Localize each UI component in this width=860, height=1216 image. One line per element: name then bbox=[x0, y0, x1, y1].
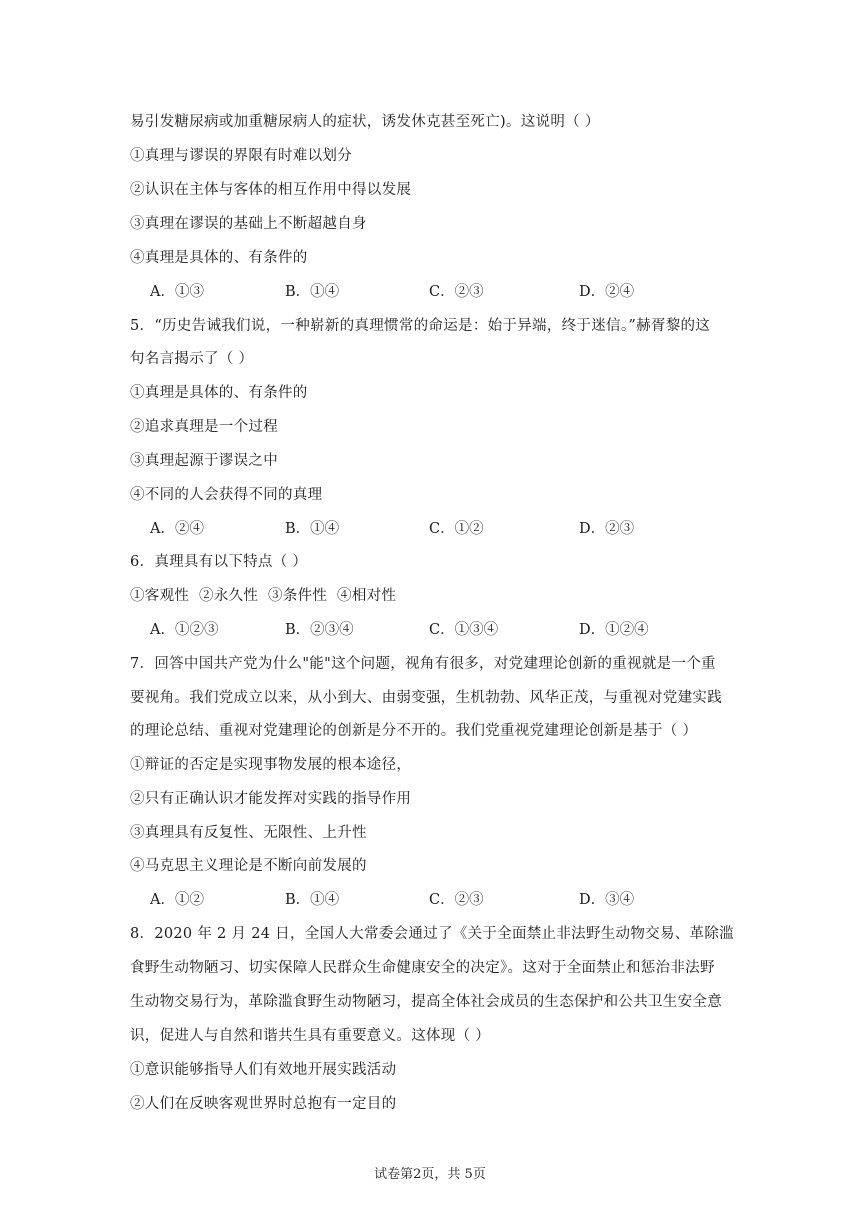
question-5-stem: 5．“历史告诫我们说，一种崭新的真理惯常的命运是：始于异端，终于迷信。”赫胥黎的这 bbox=[130, 318, 711, 334]
statement-line: ①真理与谬误的界限有时难以划分 bbox=[130, 148, 352, 164]
question-7-stem: 要视角。我们党成立以来，从小到大、由弱变强，生机勃勃、风华正茂，与重视对党建实践 bbox=[130, 690, 722, 706]
text-line: 易引发糖尿病或加重糖尿病人的症状，诱发休克甚至死亡)。这说明（ ） bbox=[130, 114, 600, 130]
question-8-stem: 识，促进人与自然和谐共生具有重要意义。这体现（ ） bbox=[130, 1028, 491, 1044]
option-c: C．①③④ bbox=[429, 622, 499, 638]
question-5-stem: 句名言揭示了（ ） bbox=[130, 351, 254, 367]
option-d: D．②④ bbox=[579, 284, 635, 300]
option-b: B．①④ bbox=[285, 892, 340, 908]
statement-line: ①真理是具体的、有条件的 bbox=[130, 385, 308, 401]
statement-line: ④真理是具体的、有条件的 bbox=[130, 250, 308, 266]
statement-line: ②认识在主体与客体的相互作用中得以发展 bbox=[130, 182, 412, 198]
option-b: B．①④ bbox=[285, 284, 340, 300]
option-a: A．①② bbox=[150, 892, 204, 908]
statement-line: ②人们在反映客观世界时总抱有一定目的 bbox=[130, 1096, 397, 1112]
question-7-stem: 7．回答中国共产党为什么"能"这个问题，视角有很多，对党建理论创新的重视就是一个重 bbox=[130, 656, 716, 672]
option-b: B．①④ bbox=[285, 521, 340, 537]
question-7-stem: 的理论总结、重视对党建理论的创新是分不开的。我们党重视党建理论创新是基于（ ） bbox=[130, 723, 698, 739]
statement-line: ③真理起源于谬误之中 bbox=[130, 453, 278, 469]
option-d: D．②③ bbox=[579, 521, 635, 537]
option-a: A．②④ bbox=[150, 521, 204, 537]
statement-line: ④马克思主义理论是不断向前发展的 bbox=[130, 858, 367, 874]
statement-line: ④不同的人会获得不同的真理 bbox=[130, 487, 323, 503]
statement-line: ①客观性 ②永久性 ③条件性 ④相对性 bbox=[130, 588, 397, 604]
question-6-stem: 6．真理具有以下特点（ ） bbox=[130, 554, 308, 570]
option-a: A．①③ bbox=[150, 284, 204, 300]
option-c: C．②③ bbox=[429, 284, 484, 300]
option-d: D．③④ bbox=[579, 892, 635, 908]
statement-line: ①辩证的否定是实现事物发展的根本途径， bbox=[130, 757, 412, 773]
option-d: D．①②④ bbox=[579, 622, 649, 638]
question-8-stem: 生动物交易行为，革除滥食野生动物陋习，提高全体社会成员的生态保护和公共卫生安全意 bbox=[130, 994, 722, 1010]
question-8-stem: 8．2020 年 2 月 24 日，全国人大常委会通过了《关于全面禁止非法野生动物交易、革除滥 bbox=[130, 926, 734, 942]
option-c: C．①② bbox=[429, 521, 484, 537]
statement-line: ①意识能够指导人们有效地开展实践活动 bbox=[130, 1062, 397, 1078]
option-a: A．①②③ bbox=[150, 622, 219, 638]
statement-line: ②只有正确认识才能发挥对实践的指导作用 bbox=[130, 791, 412, 807]
option-c: C．②③ bbox=[429, 892, 484, 908]
statement-line: ②追求真理是一个过程 bbox=[130, 419, 278, 435]
statement-line: ③真理在谬误的基础上不断超越自身 bbox=[130, 216, 367, 232]
page-footer: 试卷第2页，共 5页 bbox=[374, 1167, 486, 1182]
statement-line: ③真理具有反复性、无限性、上升性 bbox=[130, 825, 367, 841]
question-8-stem: 食野生动物陋习、切实保障人民群众生命健康安全的决定》。这对于全面禁止和惩治非法野 bbox=[130, 960, 715, 976]
option-b: B．②③④ bbox=[285, 622, 354, 638]
